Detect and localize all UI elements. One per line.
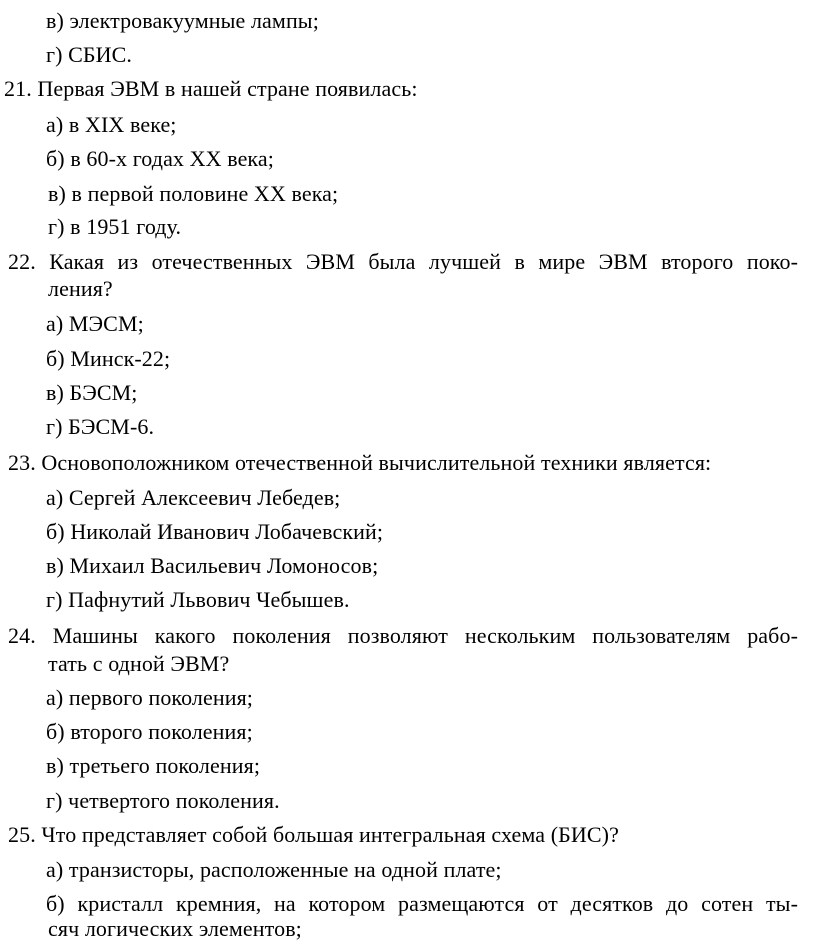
q24-answer-b: б) второго поколения; [46, 719, 253, 744]
q24-answer-d: г) четвертого поколения. [46, 788, 280, 813]
q25-answer-b-line-2: сяч логических элементов; [48, 916, 302, 941]
q23-answer-c: в) Михаил Васильевич Ломоносов; [46, 553, 379, 578]
q22-answer-a: а) МЭСМ; [46, 311, 144, 336]
q22-answer-d: г) БЭСМ-6. [46, 414, 155, 439]
question-24-line-2: тать с одной ЭВМ? [48, 651, 230, 676]
q22-answer-b: б) Минск-22; [46, 346, 171, 371]
prev-answer-d: г) СБИС. [46, 42, 133, 67]
question-21: 21. Первая ЭВМ в нашей стране появилась: [4, 76, 418, 101]
prev-answer-c: в) электровакуумные лампы; [46, 8, 319, 33]
q25-answer-b-line-1: б) кристалл кремния, на котором размещаются от десятков до сотен ты- [46, 891, 798, 916]
q22-answer-c: в) БЭСМ; [46, 380, 138, 405]
question-25: 25. Что представляет собой большая интегральная схема (БИС)? [8, 822, 619, 847]
q21-answer-a: а) в XIX веке; [46, 112, 177, 137]
q21-answer-d: г) в 1951 году. [48, 214, 182, 239]
question-23: 23. Основоположником отечественной вычислительной техники является: [8, 450, 712, 475]
q23-answer-a: а) Сергей Алексеевич Лебедев; [46, 485, 341, 510]
q25-answer-a: а) транзисторы, расположенные на одной плате; [46, 857, 502, 882]
question-22-line-2: ления? [48, 276, 113, 301]
q24-answer-c: в) третьего поколения; [46, 753, 261, 778]
question-22-line-1: 22. Какая из отечественных ЭВМ была лучшей в мире ЭВМ второго поко- [8, 249, 798, 274]
q21-answer-c: в) в первой половине XX века; [48, 181, 339, 206]
q23-answer-d: г) Пафнутий Львович Чебышев. [46, 587, 350, 612]
q24-answer-a: а) первого поколения; [46, 685, 254, 710]
q23-answer-b: б) Николай Иванович Лобачевский; [46, 519, 384, 544]
q21-answer-b: б) в 60-х годах XX века; [46, 146, 274, 171]
question-24-line-1: 24. Машины какого поколения позволяют нескольким пользователям рабо- [8, 623, 798, 648]
